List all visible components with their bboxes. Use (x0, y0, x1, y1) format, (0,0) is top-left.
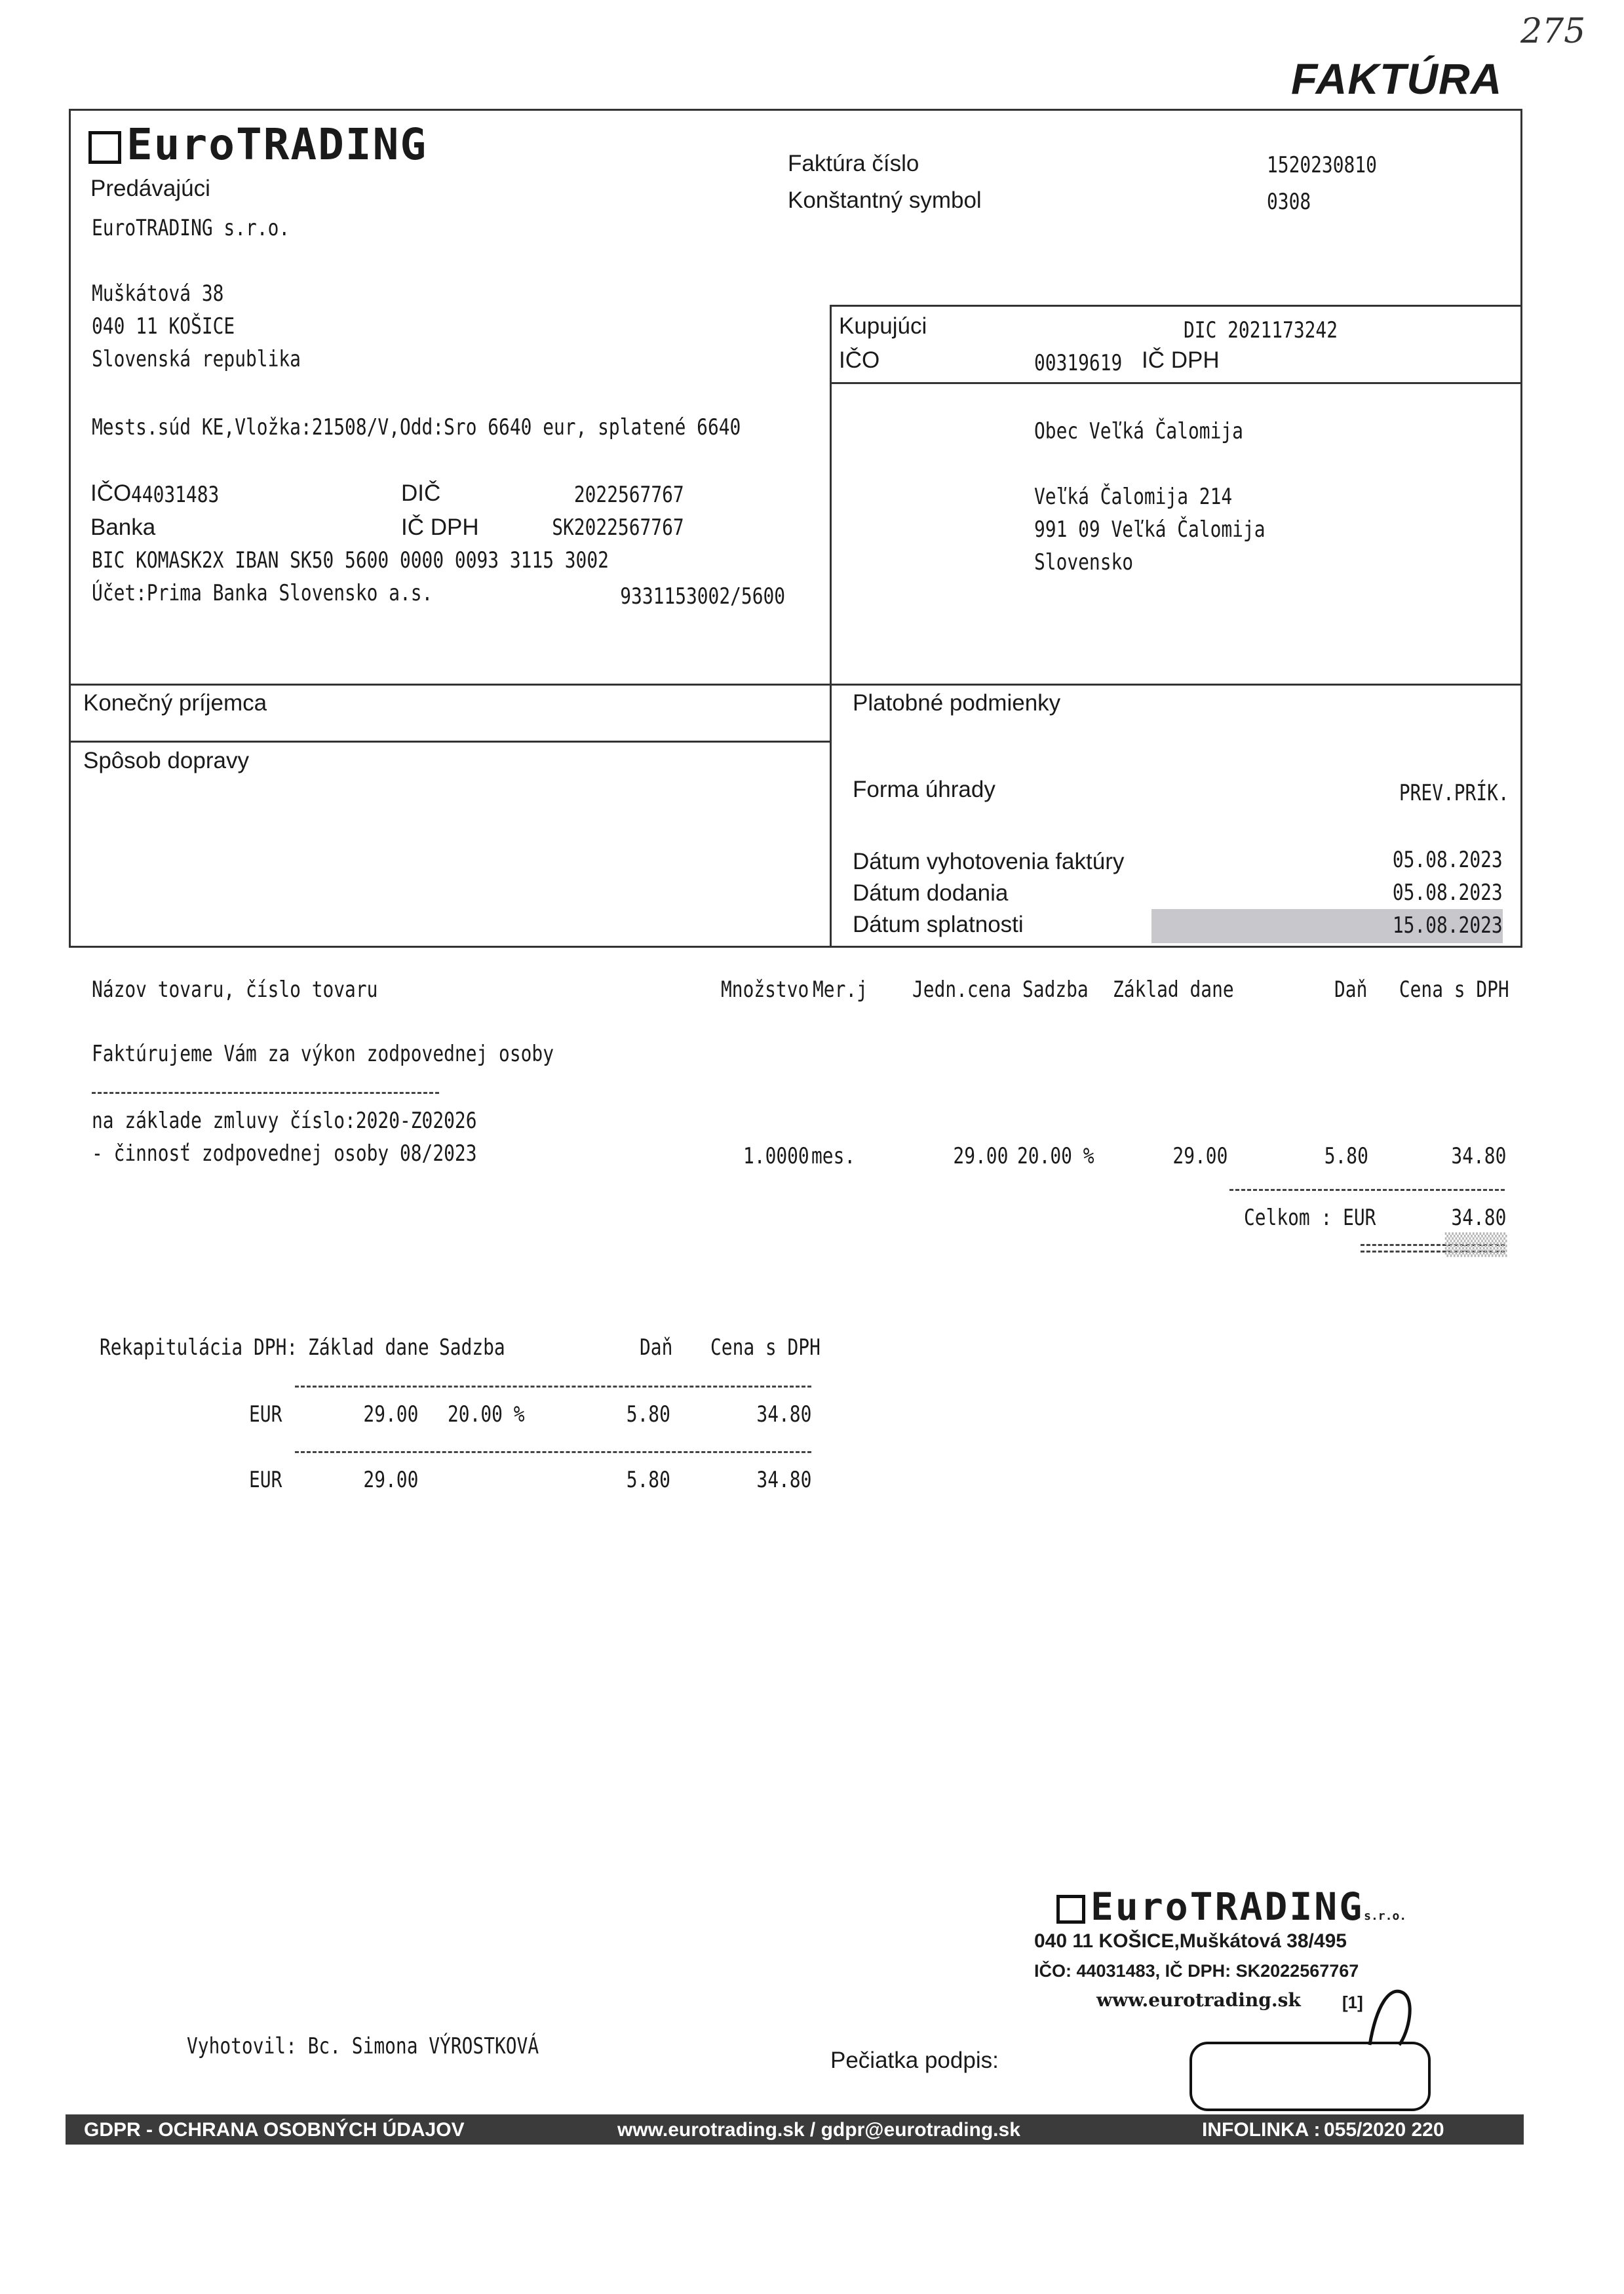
item-tax: 5.80 (1324, 1143, 1368, 1169)
col-unit-header: Mer.j (813, 977, 868, 1003)
payment-terms-label: Platobné podmienky (853, 690, 1061, 716)
due-date-label: Dátum splatnosti (853, 912, 1024, 937)
seller-dic: 2022567767 (574, 482, 684, 508)
payment-left-line (830, 684, 832, 947)
buyer-left-line (830, 305, 832, 685)
item-total: 34.80 (1451, 1143, 1506, 1169)
seller-account-bank: Účet:Prima Banka Slovensko a.s. (92, 580, 433, 606)
vat-col-base: Základ dane (308, 1334, 429, 1361)
col-name-header: Názov tovaru, číslo tovaru (92, 977, 378, 1003)
seller-label: Predávajúci (90, 176, 210, 201)
seller-name: EuroTRADING s.r.o. (92, 215, 290, 241)
logo-square-icon (88, 131, 121, 164)
vat-row-1-total: 34.80 (756, 1401, 811, 1428)
item-intro: Faktúrujeme Vám za výkon zodpovednej osoby (92, 1041, 554, 1067)
issue-date-label: Dátum vyhotovenia faktúry (853, 849, 1125, 874)
item-line-1: na základe zmluvy číslo:2020-Z02026 (92, 1108, 477, 1134)
invoice-number-label: Faktúra číslo (788, 151, 919, 176)
buyer-ico: 00319619 (1034, 350, 1123, 376)
buyer-icdph-label: IČ DPH (1142, 347, 1220, 373)
transport-label: Spôsob dopravy (83, 748, 249, 773)
stamp-address: 040 11 KOŠICE,Muškátová 38/495 (1034, 1930, 1347, 1952)
vat-row-2-currency: EUR (249, 1467, 282, 1493)
vat-row-1-currency: EUR (249, 1401, 282, 1428)
footer-infoline: 055/2020 220 (1324, 2119, 1444, 2141)
issue-date: 05.08.2023 (1393, 847, 1503, 873)
seller-street: Muškátová 38 (92, 281, 224, 307)
recipient-label: Konečný príjemca (83, 690, 267, 716)
item-base: 29.00 (1172, 1143, 1228, 1169)
col-tax-header: Daň (1334, 977, 1368, 1003)
footer-infoline-label: INFOLINKA : (1202, 2119, 1321, 2141)
col-total-header: Cena s DPH (1399, 977, 1509, 1003)
middle-top-line (69, 684, 1522, 686)
seller-registry: Mests.súd KE,Vložka:21508/V,Odd:Sro 6640 eur, splatené 6640 (92, 414, 741, 440)
seller-ico: 44031483 (131, 482, 220, 508)
buyer-name: Obec Veľká Čalomija (1034, 418, 1243, 444)
due-date: 15.08.2023 (1393, 912, 1503, 939)
item-qty: 1.0000 (743, 1143, 809, 1169)
document-title: FAKTÚRA (1291, 54, 1503, 103)
col-base-header: Základ dane (1113, 977, 1234, 1003)
vat-col-rate: Sadzba (439, 1334, 505, 1361)
seller-ico-label: IČO (90, 480, 132, 506)
stamp-signature-label: Pečiatka podpis: (830, 2048, 999, 2073)
item-unit-price: 29.00 (953, 1143, 1008, 1169)
frame-left-line (69, 109, 71, 946)
total-dashed-line (1229, 1189, 1505, 1191)
seller-icdph: SK2022567767 (552, 515, 684, 541)
signature-box (1189, 2042, 1431, 2111)
vat-row-2-total: 34.80 (756, 1467, 811, 1493)
stamp-mark: [1] (1342, 1993, 1363, 2012)
footer-gdpr: GDPR - OCHRANA OSOBNÝCH ÚDAJOV (84, 2119, 465, 2141)
buyer-street: Veľká Čalomija 214 (1034, 484, 1233, 510)
buyer-label: Kupujúci (839, 313, 927, 339)
seller-logo: EuroTRADING (88, 119, 427, 170)
const-symbol-label: Konštantný symbol (788, 187, 982, 213)
recipient-bottom-line (69, 741, 830, 743)
buyer-dic: DIC 2021173242 (1184, 317, 1338, 343)
vat-row-2-tax: 5.80 (626, 1467, 670, 1493)
vat-header-dashed-line (295, 1386, 811, 1388)
item-intro-dashed-line (92, 1092, 439, 1094)
vat-row-1-base: 29.00 (363, 1401, 418, 1428)
seller-country: Slovenská republika (92, 346, 301, 372)
delivery-date: 05.08.2023 (1393, 880, 1503, 906)
col-unit-price-header: Jedn.cena (912, 977, 1012, 1003)
seller-city: 040 11 KOŠICE (92, 313, 235, 340)
items-top-line (69, 946, 1522, 948)
seller-bank-label: Banka (90, 515, 156, 540)
frame-top-line (69, 109, 1522, 111)
vat-row-1-tax: 5.80 (626, 1401, 670, 1428)
vat-col-total: Cena s DPH (710, 1334, 821, 1361)
item-rate: 20.00 % (1017, 1143, 1094, 1169)
buyer-country: Slovensko (1034, 549, 1134, 575)
seller-bic-iban: BIC KOMASK2X IBAN SK50 5600 0000 0093 3115 3002 (92, 547, 609, 574)
seller-dic-label: DIČ (401, 480, 441, 506)
item-line-2: - činnosť zodpovednej osoby 08/2023 (92, 1140, 477, 1167)
buyer-city: 991 09 Veľká Čalomija (1034, 516, 1266, 543)
payment-method: PREV.PRÍK. (1399, 780, 1509, 806)
handwritten-number: 275 (1520, 12, 1586, 51)
total-value: 34.80 (1451, 1205, 1506, 1231)
seller-icdph-label: IČ DPH (401, 515, 479, 540)
stamp-logo: EuroTRADINGs.r.o. (1056, 1884, 1406, 1929)
buyer-top-line (830, 305, 1522, 307)
invoice-number: 1520230810 (1267, 152, 1377, 178)
stamp-ids: IČO: 44031483, IČ DPH: SK2022567767 (1034, 1961, 1359, 1981)
buyer-ico-label: IČO (839, 347, 880, 373)
footer-web: www.eurotrading.sk / gdpr@eurotrading.sk (617, 2119, 1020, 2141)
stamp-logo-square-icon (1056, 1895, 1085, 1924)
issued-by: Vyhotovil: Bc. Simona VÝROSTKOVÁ (187, 2033, 539, 2059)
vat-recap-label: Rekapitulácia DPH: (100, 1334, 298, 1361)
total-label: Celkom : EUR (1244, 1205, 1376, 1231)
delivery-date-label: Dátum dodania (853, 880, 1009, 906)
frame-right-line (1520, 109, 1522, 946)
item-unit: mes. (811, 1143, 856, 1169)
buyer-ids-divider (830, 382, 1522, 384)
bleed-through-mark: ▒▒▒▒▒▒ (1445, 1232, 1507, 1257)
vat-row-1-rate: 20.00 % (448, 1401, 525, 1428)
col-rate-header: Sadzba (1022, 977, 1089, 1003)
handwritten-signature-icon (1363, 1979, 1435, 2051)
vat-col-tax: Daň (640, 1334, 673, 1361)
footer-bar (66, 2114, 1524, 2145)
col-qty-header: Množstvo (721, 977, 809, 1003)
payment-method-label: Forma úhrady (853, 777, 996, 802)
stamp-web: www.eurotrading.sk (1096, 1989, 1301, 2011)
seller-account-number: 9331153002/5600 (620, 583, 785, 610)
vat-row-dashed-line (295, 1451, 811, 1453)
vat-row-2-base: 29.00 (363, 1467, 418, 1493)
const-symbol: 0308 (1267, 189, 1311, 215)
